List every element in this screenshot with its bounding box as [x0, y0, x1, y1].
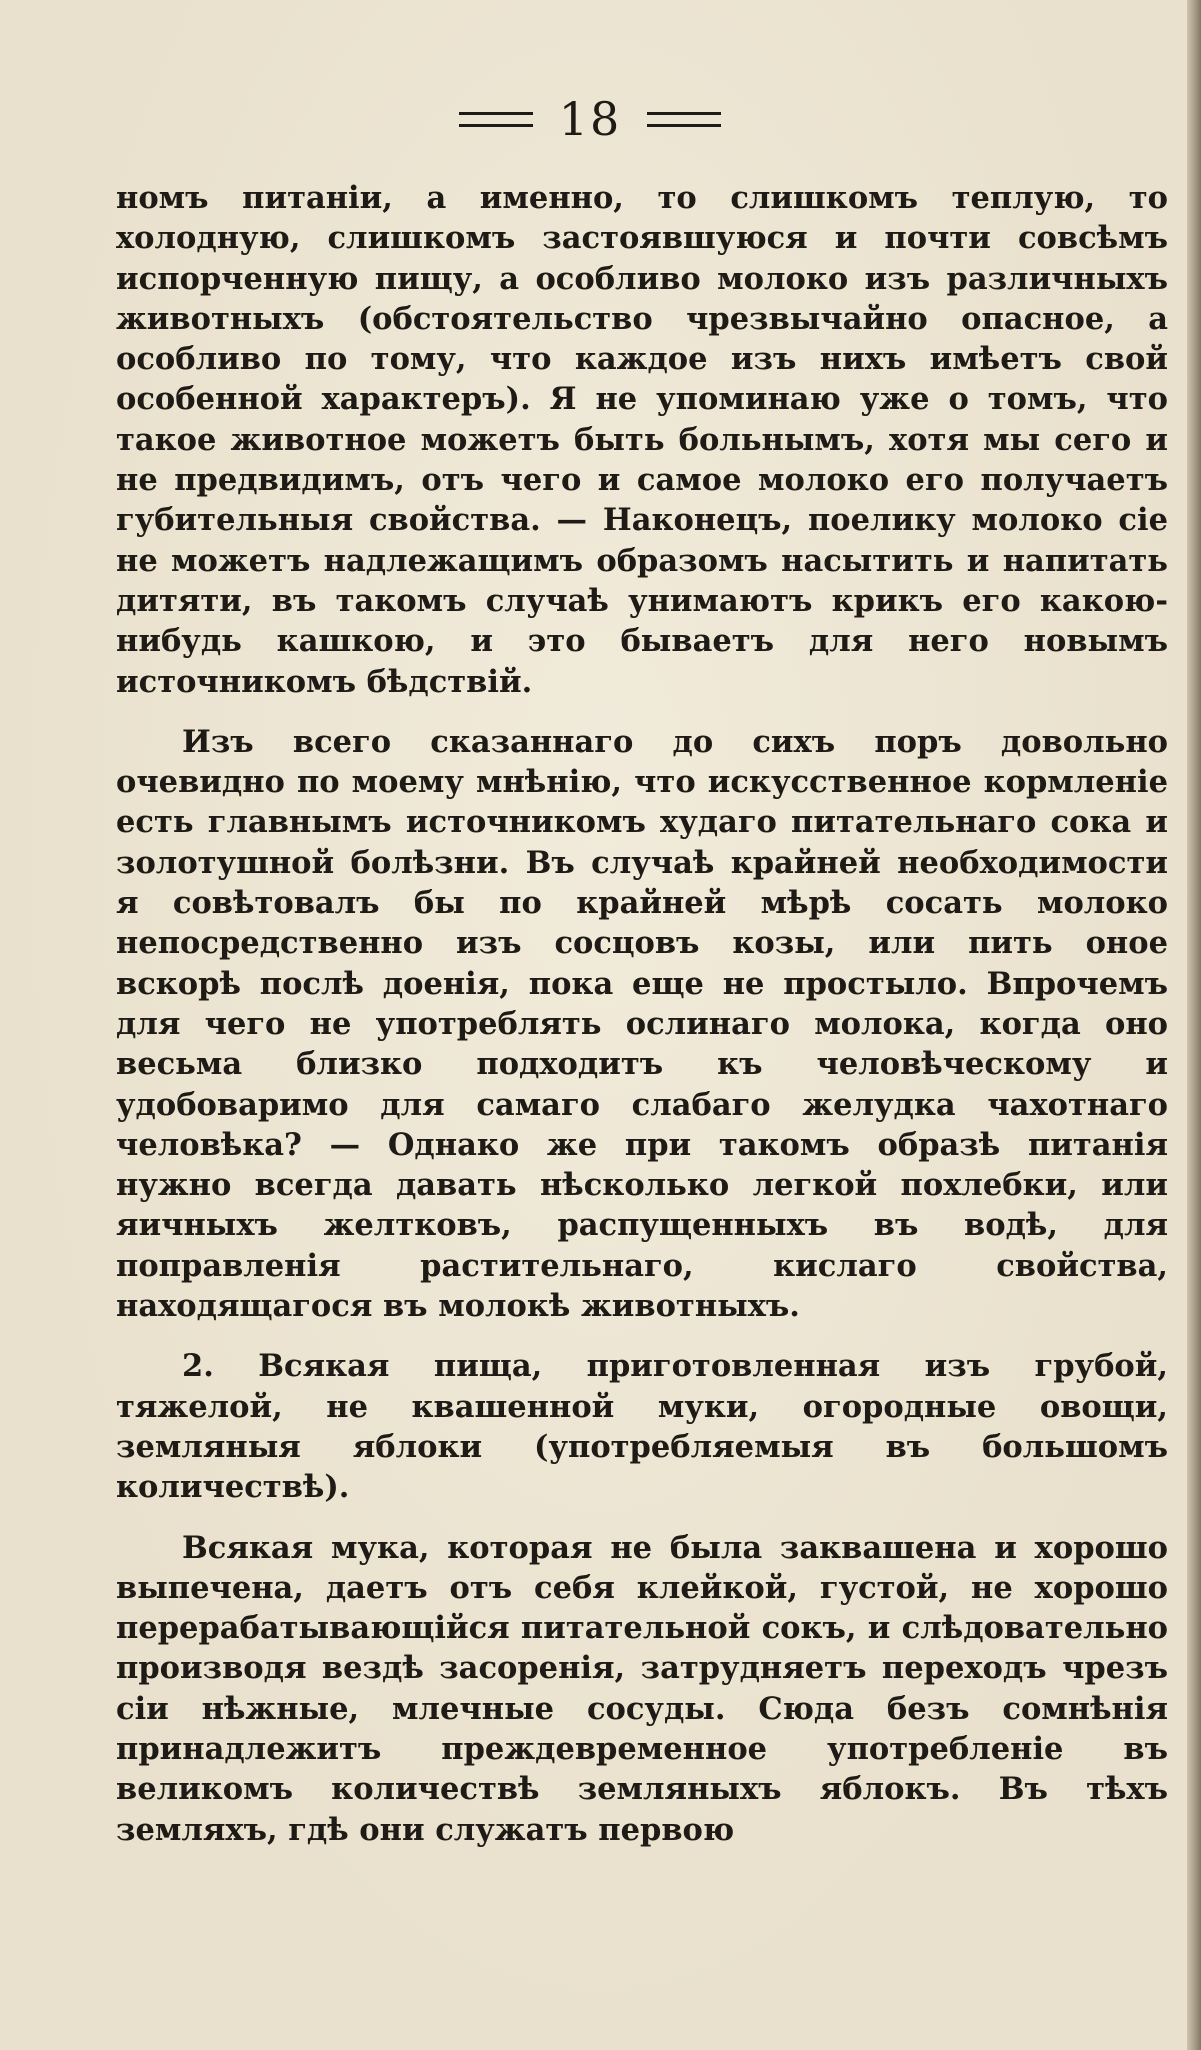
left-ornament-rule: [459, 112, 533, 127]
right-ornament-rule: [647, 112, 721, 127]
paragraph: Всякая мука, которая не была заквашена и хорошо выпечена, даетъ отъ себя клейкой, густой, не хорошо перерабатывающійся питательной сокъ, и слѣдовательно производя вездѣ засоренія, затрудняетъ переходъ чрезъ сіи нѣжные, млечные сосуды. Сюда безъ сомнѣнія принадлежитъ преждевременное употребленіе въ великомъ количествѣ земляныхъ яблокъ. Въ тѣхъ земляхъ, гдѣ они служатъ первою: [116, 1529, 1168, 1848]
numbered-paragraph: 2. Всякая пища, приготовленная изъ грубой, тяжелой, не квашенной муки, огородные овощи, земляныя яблоки (употребляемыя въ большомъ количествѣ).: [116, 1348, 1168, 1506]
page-header: [0, 92, 1180, 146]
body-text: [116, 178, 1168, 1850]
paragraph-continued: номъ питаніи, а именно, то слишкомъ теплую, то холодную, слишкомъ застоявшуюся и почти совсѣмъ испорченную пищу, а особливо молоко изъ различныхъ животныхъ (обстоятельство чрезвычайно опасное, а особливо по тому, что каждое изъ нихъ имѣетъ свой особенной характеръ). Я не упоминаю уже о томъ, что такое животное можетъ быть больнымъ, хотя мы сего и не предвидимъ, отъ чего и самое молоко его получаетъ губительныя свойства. — Наконецъ, поелику молоко сіе не можетъ надлежащимъ образомъ насытить и напитать дитяти, въ такомъ случаѣ унимаютъ крикъ его какою-нибудь кашкою, и это бываетъ для него новымъ источникомъ бѣдствій.: [116, 180, 1168, 700]
book-spine-edge: [1187, 0, 1201, 2050]
paragraph: Изъ всего сказаннаго до сихъ поръ довольно очевидно по моему мнѣнію, что искусственное кормленіе есть главнымъ источникомъ худаго питательнаго сока и золотушной болѣзни. Въ случаѣ крайней необходимости я совѣтовалъ бы по крайней мѣрѣ сосать молоко непосредственно изъ сосцовъ козы, или пить оное вскорѣ послѣ доенія, пока еще не простыло. Впрочемъ для чего не употреблять ослинаго молока, когда оно весьма близко подходитъ къ человѣческому и удобоваримо для самаго слабаго желудка чахотнаго человѣка? — Однако же при такомъ образѣ питанія нужно всегда давать нѣсколько легкой похлебки, или яичныхъ желтковъ, распущенныхъ въ водѣ, для поправленія растительнаго, кислаго свойства, находящагося въ молокѣ животныхъ.: [116, 723, 1168, 1325]
page-number: 18: [558, 92, 622, 146]
